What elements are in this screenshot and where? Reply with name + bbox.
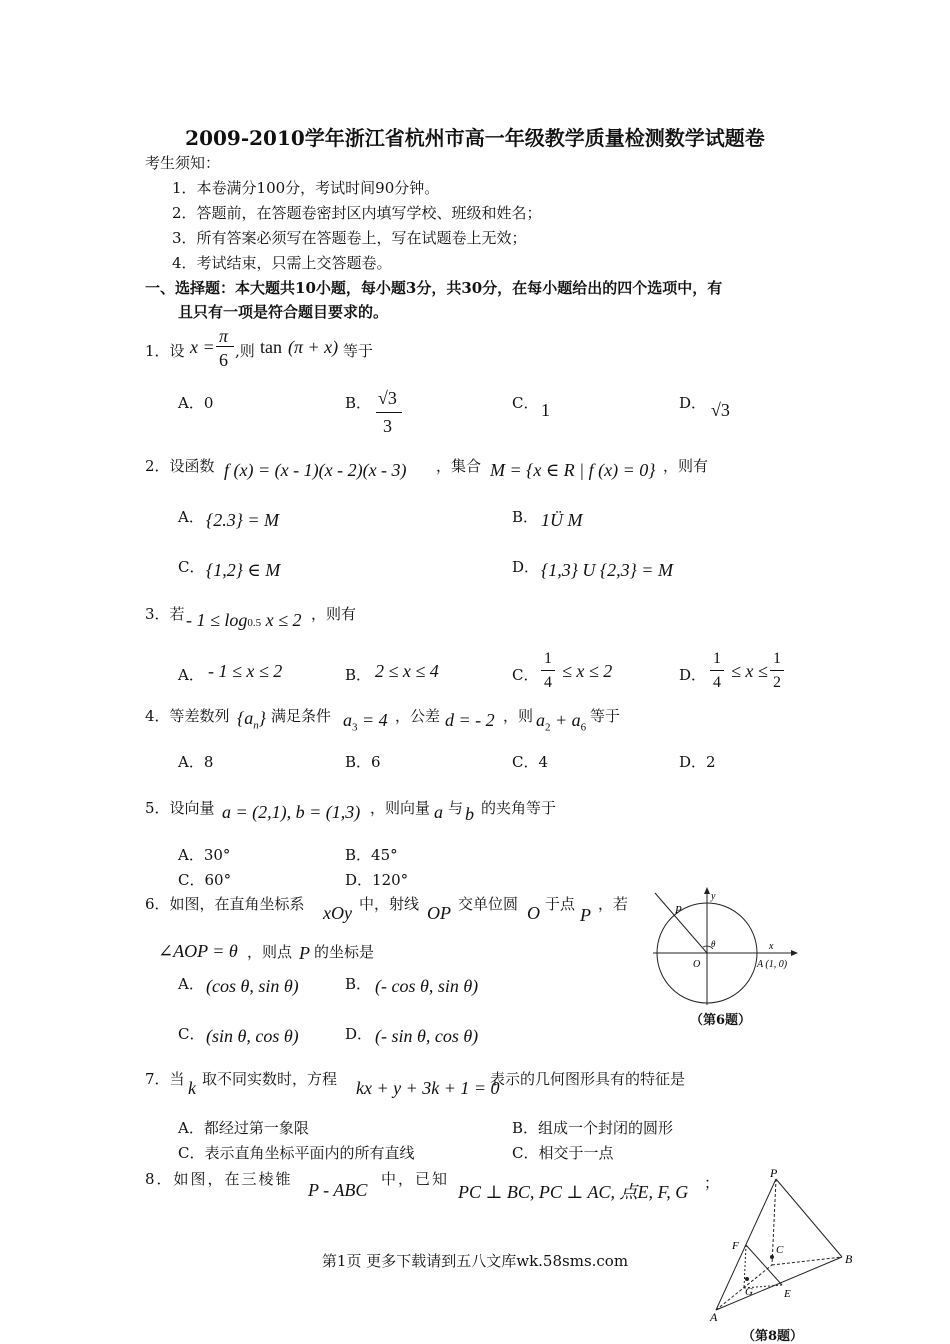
q3-expr bbox=[186, 610, 302, 631]
q2-option-c-label: C． bbox=[178, 558, 205, 576]
q1-option-d-val: √3 bbox=[711, 400, 730, 420]
q5-yu: 与 bbox=[448, 799, 464, 817]
q8-mid: 中，已知 bbox=[381, 1170, 450, 1188]
q6-option-a-label: A． bbox=[178, 975, 204, 993]
q1-option-c-label: C． bbox=[512, 394, 539, 412]
q7-tail: 表示的几何图形具有的特征是 bbox=[490, 1070, 686, 1088]
q4-number: 4．等差数列 bbox=[145, 707, 230, 725]
q4-sequence bbox=[237, 708, 266, 732]
q4-seq-open: {a bbox=[237, 708, 254, 728]
q4-sum bbox=[536, 710, 586, 734]
q5-vectors: a = (2,1), b = (1,3) bbox=[222, 802, 361, 822]
q8-label-c: C bbox=[776, 1244, 784, 1256]
q1-pi: π bbox=[219, 326, 229, 346]
q3-option-d-den2: 2 bbox=[773, 674, 781, 691]
q6-y-arrow-icon bbox=[704, 887, 710, 894]
q2-tail: ，则有 bbox=[663, 457, 709, 475]
q8-label-p: P bbox=[770, 1166, 778, 1180]
q3-expr-left: - 1 ≤ log bbox=[186, 610, 248, 630]
q6-option-b-label: B． bbox=[345, 975, 372, 993]
notice-item-2: 2．答题前，在答题卷密封区内填写学校、班级和姓名； bbox=[172, 204, 542, 222]
section-heading-line2: 且只有一项是符合题目要求的。 bbox=[178, 303, 389, 321]
q4-d: d = - 2 bbox=[445, 710, 495, 730]
notice-item-4: 4．考试结束，只需上交答题卷。 bbox=[172, 254, 392, 272]
section-heading-line1: 一、选择题：本大题共10小题，每小题3分，共30分，在每小题给出的四个选项中，有 bbox=[145, 279, 723, 297]
q1-tan: tan bbox=[260, 337, 282, 357]
q1-tail: 等于 bbox=[343, 342, 374, 360]
q8-label-b: B bbox=[845, 1252, 853, 1266]
q3-option-d-bar1 bbox=[710, 670, 724, 671]
q6-ray-op bbox=[655, 893, 707, 953]
q5-option-b: B．45° bbox=[345, 846, 398, 864]
q4-seq-close: } bbox=[258, 708, 266, 728]
q6-option-d-label: D． bbox=[345, 1025, 373, 1043]
q1-then: ,则 bbox=[235, 342, 255, 360]
q6-mid2: 交单位圆 bbox=[458, 895, 519, 913]
q5-option-d: D．120° bbox=[345, 871, 409, 889]
q8-figure bbox=[700, 1165, 860, 1323]
q6-label-a: A (1, 0) bbox=[757, 959, 788, 970]
q1-arg: (π + x) bbox=[288, 337, 339, 357]
q5-tail: 的夹角等于 bbox=[481, 799, 557, 817]
notice-heading: 考生须知： bbox=[145, 154, 221, 172]
q3-tail: ，则有 bbox=[311, 605, 357, 623]
page-footer: 第1页 更多下载请到五八文库wk.58sms.com bbox=[321, 1252, 629, 1270]
q3-option-a-label: A． bbox=[178, 666, 204, 684]
q6-o: O bbox=[527, 903, 540, 923]
q2-number: 2．设函数 bbox=[145, 457, 215, 475]
q6-option-d-val: (- sin θ, cos θ) bbox=[375, 1026, 479, 1046]
q4-a3-a: a bbox=[343, 710, 352, 730]
q8-label-e: E bbox=[784, 1288, 791, 1300]
q1-option-b-label: B． bbox=[345, 394, 372, 412]
q6-figure-caption: （第6题） bbox=[690, 1013, 752, 1028]
q7-equation: kx + y + 3k + 1 = 0 bbox=[356, 1078, 500, 1098]
q5-option-c: C．60° bbox=[178, 871, 232, 889]
q8-tail: ； bbox=[704, 1174, 720, 1192]
q4-option-b: B．6 bbox=[345, 753, 381, 771]
q6-tail: ，若 bbox=[598, 895, 629, 913]
q4-a3-val: = 4 bbox=[357, 710, 388, 730]
q7-k: k bbox=[188, 1078, 196, 1098]
q3-option-c-label: C． bbox=[512, 666, 539, 684]
q6-option-a-val: (cos θ, sin θ) bbox=[206, 976, 299, 996]
q4-mid2: ，则 bbox=[503, 707, 534, 725]
q1-x-eq: x = bbox=[190, 337, 215, 357]
q3-option-d-bar2 bbox=[770, 670, 784, 671]
q3-option-a-val: - 1 ≤ x ≤ 2 bbox=[208, 661, 283, 681]
q1-option-b-den: 3 bbox=[383, 416, 392, 436]
q6-number: 6．如图，在直角坐标系 bbox=[145, 895, 305, 913]
q6-label-x: x bbox=[769, 941, 774, 952]
q2-option-b-label: B． bbox=[512, 508, 539, 526]
q2-mid: ，集合 bbox=[436, 457, 482, 475]
q4-plus: + a bbox=[550, 710, 581, 730]
q2-function: f (x) = (x - 1)(x - 2)(x - 3) bbox=[224, 460, 407, 480]
q2-option-b-val: 1Ü M bbox=[541, 510, 583, 530]
q7-mid: 取不同实数时，方程 bbox=[202, 1070, 338, 1088]
q2-option-a-val: {2.3} = M bbox=[206, 510, 280, 530]
q5-option-a: A．30° bbox=[178, 846, 231, 864]
q3-option-d-num1: 1 bbox=[713, 650, 721, 667]
q7-option-a: A．都经过第一象限 bbox=[178, 1119, 309, 1137]
q7-option-d: C．相交于一点 bbox=[512, 1144, 614, 1162]
q4-mid: ，公差 bbox=[395, 707, 441, 725]
q6-label-y: y bbox=[711, 891, 716, 902]
q1-option-c-val: 1 bbox=[541, 400, 550, 420]
q8-label-f: F bbox=[732, 1240, 739, 1252]
q6-label-theta: θ bbox=[711, 939, 716, 949]
q1-option-b-bar bbox=[376, 412, 402, 413]
q5-b: b bbox=[465, 804, 474, 824]
q6-p: P bbox=[580, 905, 591, 925]
q7-number: 7．当 bbox=[145, 1070, 185, 1088]
q6-label-o: O bbox=[693, 959, 701, 970]
q1-option-d-label: D． bbox=[679, 394, 707, 412]
q8-number: 8．如图，在三棱锥 bbox=[145, 1170, 293, 1188]
q4-cond: 满足条件 bbox=[271, 707, 332, 725]
q4-a2-sub: 2 bbox=[545, 721, 551, 734]
q3-option-d-label: D． bbox=[679, 666, 707, 684]
q5-mid: ，则向量 bbox=[370, 799, 431, 817]
q8-pabc: P - ABC bbox=[308, 1180, 368, 1200]
q4-a3 bbox=[343, 710, 388, 734]
q7-option-c: C．表示直角坐标平面内的所有直线 bbox=[178, 1144, 415, 1162]
q3-option-c-num: 1 bbox=[544, 650, 552, 667]
q3-option-b-val: 2 ≤ x ≤ 4 bbox=[375, 661, 439, 681]
q4-seq-sub: n bbox=[253, 719, 259, 732]
q3-option-c-den: 4 bbox=[544, 674, 552, 691]
q2-option-d-label: D． bbox=[512, 558, 540, 576]
q2-option-a-label: A． bbox=[178, 508, 204, 526]
q4-a3-sub: 3 bbox=[352, 721, 358, 734]
q6-mid3: 于点 bbox=[545, 895, 576, 913]
q6-p2: P bbox=[299, 943, 310, 963]
q6-mid1: 中，射线 bbox=[359, 895, 420, 913]
q7-option-b: B．组成一个封闭的圆形 bbox=[512, 1119, 674, 1137]
q8-cond: PC ⊥ BC, PC ⊥ AC, 点E, F, G bbox=[458, 1182, 689, 1202]
q8-label-a: A bbox=[710, 1310, 718, 1323]
q8-figure-caption: （第8题） bbox=[742, 1329, 804, 1344]
q2-option-c-val: {1,2} ∈ M bbox=[206, 560, 281, 580]
q3-option-d-den1: 4 bbox=[713, 674, 721, 691]
q3-option-d-mid: ≤ x ≤ bbox=[731, 661, 768, 681]
notice-item-3: 3．所有答案必须写在答题卷上，写在试题卷上无效； bbox=[172, 229, 527, 247]
q6-angle: ∠AOP = θ bbox=[158, 941, 238, 961]
q6-label-p: P bbox=[675, 904, 682, 916]
q1-option-a: A．0 bbox=[178, 394, 214, 412]
q4-option-d: D．2 bbox=[679, 753, 716, 771]
q3-option-b-label: B． bbox=[345, 666, 372, 684]
q8-edge-pb bbox=[776, 1179, 842, 1257]
q8-point-g bbox=[745, 1277, 749, 1281]
page-title: 2009-2010学年浙江省杭州市高一年级教学质量检测数学试题卷 bbox=[185, 126, 765, 150]
q3-log-base: 0.5 bbox=[247, 617, 262, 629]
notice-item-1: 1．本卷满分100分，考试时间90分钟。 bbox=[172, 179, 440, 197]
q1-number: 1．设 bbox=[145, 342, 185, 360]
q4-option-c: C．4 bbox=[512, 753, 549, 771]
q2-option-d-val: {1,3} U {2,3} = M bbox=[541, 560, 673, 580]
q8-label-g: G bbox=[745, 1286, 753, 1298]
q3-number: 3．若 bbox=[145, 605, 185, 623]
q2-set: M = {x ∈ R | f (x) = 0} bbox=[490, 460, 656, 480]
q3-option-c-rest: ≤ x ≤ 2 bbox=[562, 661, 613, 681]
q6-xoy: xOy bbox=[323, 903, 352, 923]
q5-number: 5．设向量 bbox=[145, 799, 215, 817]
q1-fraction-bar bbox=[216, 346, 234, 347]
q6-option-c-val: (sin θ, cos θ) bbox=[206, 1026, 299, 1046]
q1-six: 6 bbox=[219, 350, 228, 370]
q5-a: a bbox=[434, 802, 443, 822]
q3-option-d-num2: 1 bbox=[773, 650, 781, 667]
q6-x-arrow-icon bbox=[791, 950, 798, 956]
q4-option-a: A．8 bbox=[178, 753, 214, 771]
q3-expr-right: x ≤ 2 bbox=[261, 610, 302, 630]
q3-option-c-bar bbox=[541, 670, 555, 671]
q4-tail: 等于 bbox=[590, 707, 621, 725]
q6-then: ，则点 bbox=[247, 943, 293, 961]
q6-op: OP bbox=[427, 903, 451, 923]
q6-tail2: 的坐标是 bbox=[314, 943, 375, 961]
q4-a6-sub: 6 bbox=[580, 721, 587, 734]
q4-a2: a bbox=[536, 710, 545, 730]
q1-option-b-num: √3 bbox=[378, 388, 397, 408]
q6-option-b-val: (- cos θ, sin θ) bbox=[375, 976, 479, 996]
q6-option-c-label: C． bbox=[178, 1025, 205, 1043]
